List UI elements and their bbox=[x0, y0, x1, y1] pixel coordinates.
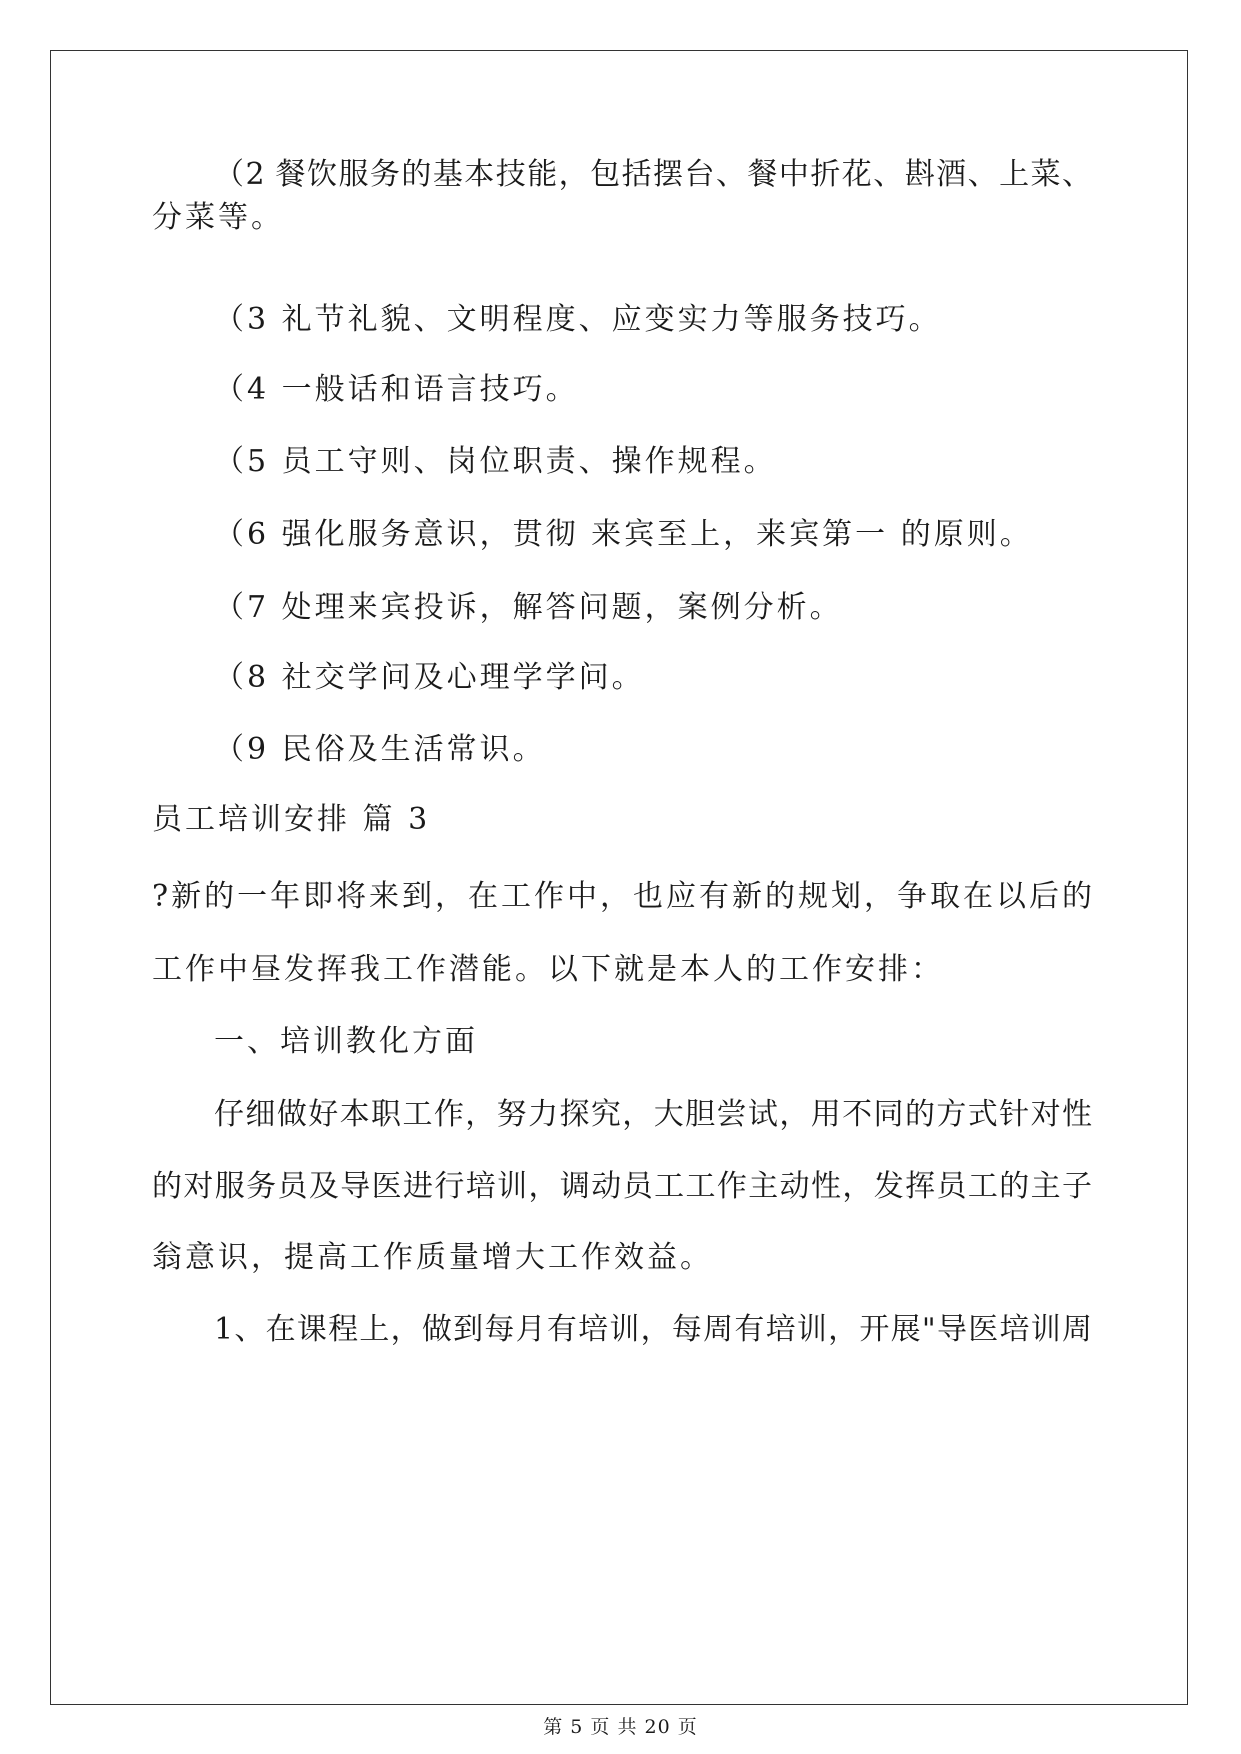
page-number-footer: 第 5 页 共 20 页 bbox=[543, 1716, 698, 1738]
paragraph-line: 仔细做好本职工作，努力探究，大胆尝试，用不同的方式针对性 bbox=[214, 1097, 1092, 1132]
paragraph-line: 分菜等。 bbox=[152, 200, 284, 235]
section-heading: 员工培训安排 篇 3 bbox=[152, 802, 431, 837]
paragraph-line: 翁意识，提高工作质量增大工作效益。 bbox=[152, 1240, 713, 1275]
paragraph-line: （6 强化服务意识，贯彻 来宾至上，来宾第一 的原则。 bbox=[214, 517, 1033, 552]
paragraph-line: （2 餐饮服务的基本技能，包括摆台、餐中折花、斟酒、上菜、 bbox=[214, 157, 1092, 192]
paragraph-line: （5 员工守则、岗位职责、操作规程。 bbox=[214, 444, 777, 479]
paragraph-line: 工作中昼发挥我工作潜能。以下就是本人的工作安排： bbox=[152, 952, 944, 987]
paragraph-line: （4 一般话和语言技巧。 bbox=[214, 372, 579, 407]
paragraph-line: （7 处理来宾投诉，解答问题，案例分析。 bbox=[214, 590, 843, 625]
paragraph-line: 1、在课程上，做到每月有培训，每周有培训，开展"导医培训周 bbox=[214, 1312, 1092, 1347]
paragraph-line: 的对服务员及导医进行培训，调动员工工作主动性，发挥员工的主子 bbox=[152, 1169, 1092, 1204]
paragraph-line: （9 民俗及生活常识。 bbox=[214, 732, 546, 767]
paragraph-line: （8 社交学问及心理学学问。 bbox=[214, 660, 645, 695]
paragraph-line: ?新的一年即将来到，在工作中，也应有新的规划，争取在以后的 bbox=[152, 879, 1092, 914]
subsection-heading: 一、培训教化方面 bbox=[214, 1024, 478, 1059]
paragraph-line: （3 礼节礼貌、文明程度、应变实力等服务技巧。 bbox=[214, 302, 942, 337]
